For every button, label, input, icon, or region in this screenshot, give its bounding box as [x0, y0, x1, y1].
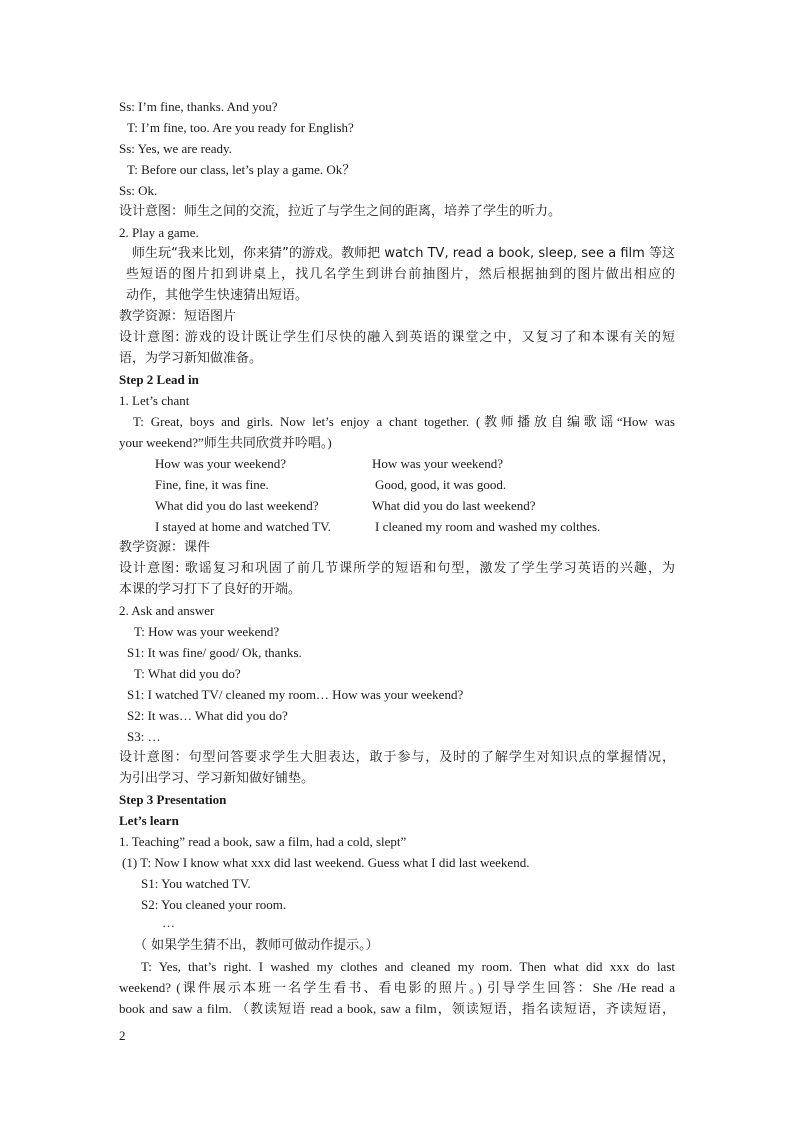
section-heading: 2. Ask and answer	[119, 603, 215, 618]
dialogue-line: T: What did you do?	[134, 666, 241, 681]
page-number: 2	[119, 1028, 126, 1043]
design-intent: 设计意图：句型问答要求学生大胆表达，敢于参与，及时的了解学生对知识点的掌握情况，	[119, 750, 675, 765]
chant-line: I stayed at home and watched TV.	[155, 519, 332, 534]
dialogue-line: S1: I watched TV/ cleaned my room… How was your weekend?	[127, 687, 464, 702]
section-heading: 1. Let’s chant	[119, 393, 190, 408]
chant-line: What did you do last weekend?	[155, 498, 319, 513]
paragraph-line: book and saw a film. （教读短语 read a book, saw a film，领读短语，指名读短语，齐读短语，	[119, 1001, 675, 1016]
resource-line: 教学资源：短语图片	[119, 309, 237, 324]
paragraph-line: your weekend?”师生共同欣赏并吟唱。)	[119, 435, 332, 450]
dialogue-line: Ss: I’m fine, thanks. And you?	[119, 99, 278, 114]
paragraph-line: 师生玩“我来比划，你来猜”的游戏。教师把 watch TV, read a book, sleep, see a film 等这	[132, 246, 675, 261]
section-heading: 1. Teaching” read a book, saw a film, had a cold, slept”	[119, 834, 407, 849]
design-intent-cont: 本课的学习打下了良好的开端。	[119, 582, 302, 597]
paragraph-line: weekend? (课件展示本班一名学生看书、看电影的照片。) 引导学生回答：She /He read a	[119, 980, 675, 995]
chant-line: Fine, fine, it was fine.	[155, 477, 269, 492]
dialogue-line: S1: You watched TV.	[141, 876, 251, 891]
dialogue-line: S3: …	[127, 729, 161, 744]
dialogue-line: S1: It was fine/ good/ Ok, thanks.	[127, 645, 302, 660]
section-heading: 2. Play a game.	[119, 225, 199, 240]
ellipsis-line: …	[162, 915, 175, 930]
chant-line: What did you do last weekend?	[372, 498, 536, 513]
dialogue-line: S2: It was… What did you do?	[127, 708, 288, 723]
dialogue-line: Ss: Yes, we are ready.	[119, 141, 232, 156]
paragraph-line: T: Yes, that’s right. I washed my clothes and cleaned my room. Then what did xxx do last	[141, 959, 675, 974]
chant-line: How was your weekend?	[155, 456, 287, 471]
design-intent-cont: 为引出学习、学习新知做好铺垫。	[119, 771, 315, 786]
dialogue-line: T: I’m fine, too. Are you ready for English?	[127, 120, 354, 135]
paragraph-line: 些短语的图片扣到讲桌上，找几名学生到讲台前抽图片，然后根据抽到的图片做出相应的	[126, 267, 675, 282]
sub-heading: Let’s learn	[119, 813, 179, 828]
dialogue-line: (1) T: Now I know what xxx did last weekend. Guess what I did last weekend.	[122, 855, 530, 870]
dialogue-line: Ss: Ok.	[119, 183, 158, 198]
chant-line: Good, good, it was good.	[375, 477, 507, 492]
dialogue-line: T: Before our class, let’s play a game. Ok？	[127, 162, 356, 177]
chant-line: I cleaned my room and washed my colthes.	[375, 519, 601, 534]
step-heading: Step 2 Lead in	[119, 372, 199, 387]
design-intent: 设计意图: 歌谣复习和巩固了前几节课所学的短语和句型，激发了学生学习英语的兴趣，为	[119, 561, 675, 576]
paragraph-line: T: Great, boys and girls. Now let’s enjoy a chant together. (教师播放自编歌谣“How was	[133, 414, 675, 429]
dialogue-line: S2: You cleaned your room.	[141, 897, 287, 912]
note-line: （ 如果学生猜不出，教师可做动作提示。）	[134, 938, 379, 953]
chant-line: How was your weekend?	[372, 456, 504, 471]
design-intent-cont: 语，为学习新知做准备。	[119, 351, 263, 366]
dialogue-line: T: How was your weekend?	[134, 624, 280, 639]
paragraph-line: 动作，其他学生快速猜出短语。	[126, 288, 309, 303]
design-intent: 设计意图: 游戏的设计既让学生们尽快的融入到英语的课堂之中，又复习了和本课有关的短	[119, 330, 675, 345]
design-intent: 设计意图：师生之间的交流，拉近了与学生之间的距离，培养了学生的听力。	[119, 204, 562, 219]
resource-line: 教学资源：课件	[119, 540, 211, 555]
step-heading: Step 3 Presentation	[119, 792, 227, 807]
